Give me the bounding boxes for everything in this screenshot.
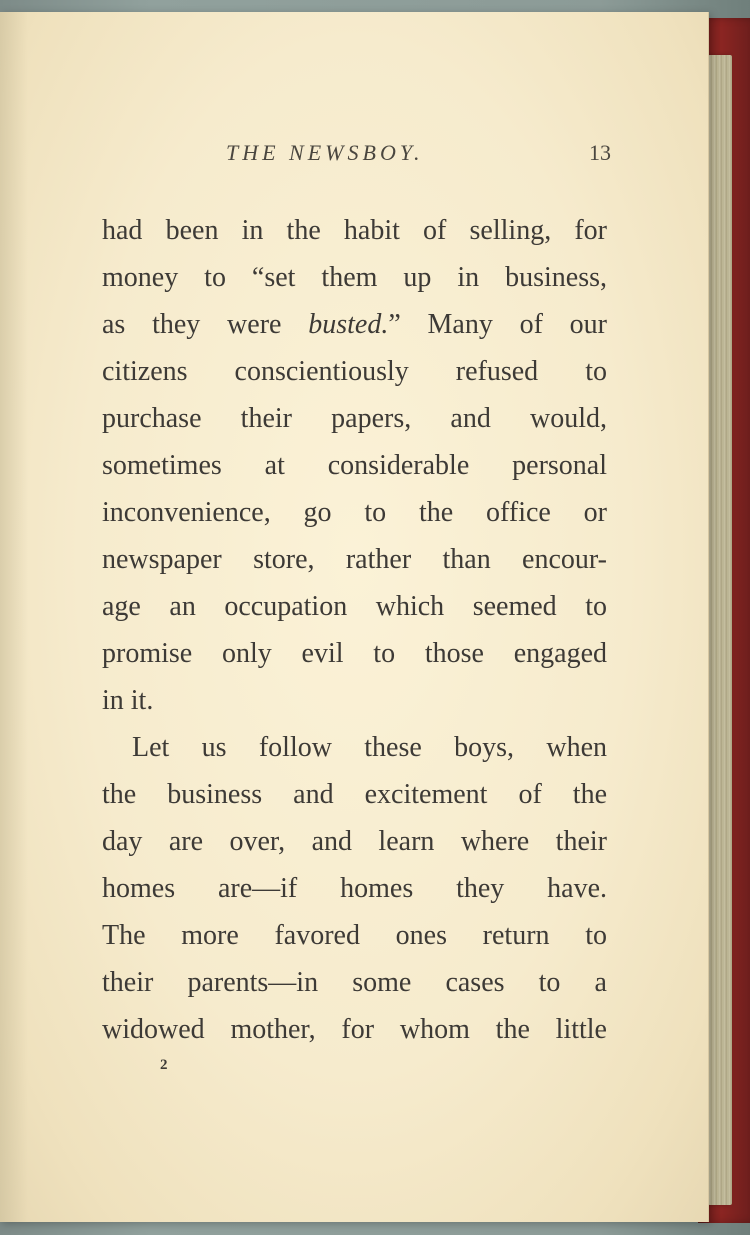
body-text [102, 207, 607, 1053]
running-header: THE NEWSBOY. [226, 140, 424, 165]
text-line: Let us follow these boys, when [132, 732, 607, 763]
text-line: inconvenience, go to the office or [102, 497, 607, 528]
text-line: money to “set them up in business, [102, 262, 607, 293]
text-line: The more favored ones return to [102, 920, 607, 951]
text-line: newspaper store, rather than encour- [102, 544, 607, 575]
text-span: ” Many of our [388, 309, 608, 340]
text-line: purchase their papers, and would, [102, 403, 607, 434]
text-line: sometimes at considerable personal [102, 450, 607, 481]
text-line: promise only evil to those engaged [102, 638, 607, 669]
text-line: homes are—if homes they have. [102, 873, 607, 904]
text-line: citizens conscientiously refused to [102, 356, 607, 387]
text-line: the business and excitement of the [102, 779, 607, 810]
page-gutter-shade [0, 12, 28, 1222]
text-line: age an occupation which seemed to [102, 591, 607, 622]
text-line: widowed mother, for whom the little [102, 1014, 607, 1045]
page-number: 13 [589, 140, 611, 165]
text-span: as they were [102, 309, 309, 340]
text-line: day are over, and learn where their [102, 826, 607, 857]
signature-mark: 2 [160, 1057, 168, 1073]
book-page [0, 12, 709, 1222]
italic-word: busted. [308, 309, 389, 340]
page-edges [708, 55, 732, 1205]
text-line: had been in the habit of selling, for [102, 215, 607, 246]
text-line: in it. [102, 685, 154, 716]
text-line-with-italic [102, 301, 607, 348]
text-line: their parents—in some cases to a [102, 967, 607, 998]
